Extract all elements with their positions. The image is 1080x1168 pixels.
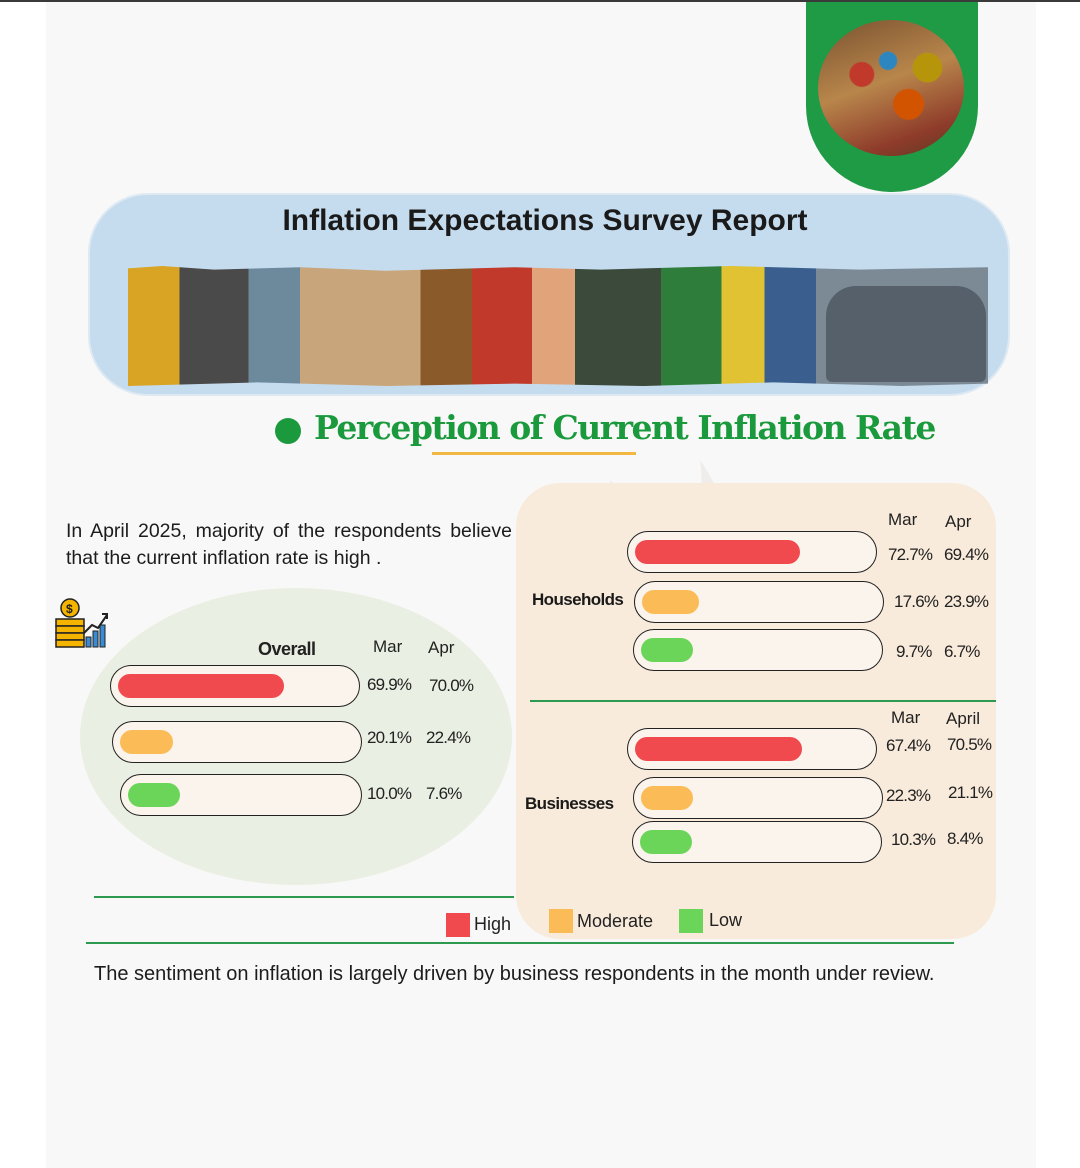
households-moderate-mar-value: 17.6% xyxy=(894,592,939,611)
households-low-apr-value: 6.7% xyxy=(944,642,980,661)
households-col-mar: Mar xyxy=(888,510,918,529)
coins-growth-icon xyxy=(54,597,110,649)
households-high-mar-value: 72.7% xyxy=(888,545,933,564)
overall-high-apr-value: 70.0% xyxy=(429,676,474,695)
households-moderate-bar xyxy=(642,590,699,614)
overall-divider xyxy=(94,896,514,898)
legend-moderate-label: Moderate xyxy=(577,911,654,931)
overall-low-bar xyxy=(128,783,180,807)
legend-moderate-swatch xyxy=(549,909,573,933)
overall-low-mar-value: 10.0% xyxy=(367,784,412,803)
intro-text: In April 2025, majority of the respondents believe that the current inflation rate is high . xyxy=(66,520,512,569)
footer-divider xyxy=(86,942,954,944)
businesses-low-apr-value: 8.4% xyxy=(947,829,983,848)
legend-low-label: Low xyxy=(709,910,743,930)
businesses-low-mar-value: 10.3% xyxy=(891,830,936,849)
section-bullet xyxy=(275,418,301,444)
businesses-col-mar: Mar xyxy=(891,708,921,727)
businesses-low-bar xyxy=(640,830,692,854)
households-high-apr-value: 69.4% xyxy=(944,545,989,564)
overall-high-bar xyxy=(118,674,284,698)
report-title: Inflation Expectations Survey Report xyxy=(282,204,808,237)
households-label: Households xyxy=(532,590,624,609)
businesses-moderate-bar xyxy=(641,786,693,810)
households-high-bar xyxy=(635,540,800,564)
businesses-label: Businesses xyxy=(525,794,614,813)
overall-col-mar: Mar xyxy=(373,637,403,656)
overall-moderate-mar-value: 20.1% xyxy=(367,728,412,747)
households-col-apr: Apr xyxy=(945,512,972,531)
legend-high-swatch xyxy=(446,913,470,937)
households-low-bar xyxy=(641,638,693,662)
market-photo-badge xyxy=(806,2,978,192)
car-image xyxy=(826,286,986,382)
legend-low-swatch xyxy=(679,909,703,933)
businesses-col-apr: April xyxy=(946,709,981,728)
footer-text: The sentiment on inflation is largely driven by business respondents in the month under review. xyxy=(94,963,935,985)
section-underline xyxy=(432,452,636,455)
households-moderate-apr-value: 23.9% xyxy=(944,592,989,611)
overall-moderate-apr-value: 22.4% xyxy=(426,728,471,747)
legend-high-label: High xyxy=(474,914,512,934)
segments-divider xyxy=(530,700,996,702)
section-title: Perception of Current Inflation Rate xyxy=(314,408,935,447)
overall-high-mar-value: 69.9% xyxy=(367,675,412,694)
market-photo xyxy=(818,20,964,156)
overall-label: Overall xyxy=(258,639,316,659)
households-low-mar-value: 9.7% xyxy=(896,642,932,661)
businesses-moderate-apr-value: 21.1% xyxy=(948,783,993,802)
businesses-high-mar-value: 67.4% xyxy=(886,736,931,755)
overall-low-apr-value: 7.6% xyxy=(426,784,462,803)
businesses-high-apr-value: 70.5% xyxy=(947,735,992,754)
businesses-moderate-mar-value: 22.3% xyxy=(886,786,931,805)
overall-moderate-bar xyxy=(120,730,173,754)
businesses-high-bar xyxy=(635,737,802,761)
svg-text:$: $ xyxy=(66,602,73,616)
overall-col-apr: Apr xyxy=(428,638,455,657)
